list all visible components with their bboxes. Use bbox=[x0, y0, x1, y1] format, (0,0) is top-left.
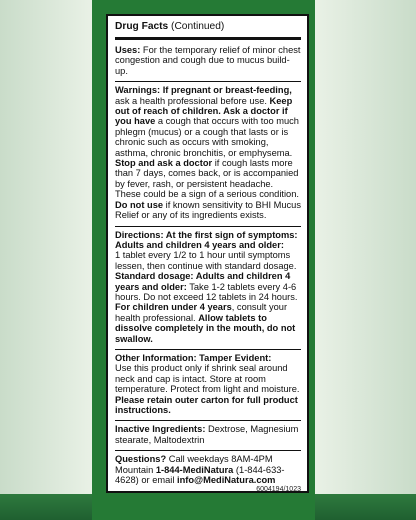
warnings-stop-text: if cough lasts more than 7 days, comes back, or is accompanied by fever, rash, or persistent headache. These could be a sign of a serious condition. bbox=[115, 158, 299, 200]
heading-title: Drug Facts bbox=[115, 21, 169, 32]
directions-standard-text: Take 1-2 tablets every 4-6 hours. Do not exceed 12 tablets in 24 hours. bbox=[115, 281, 298, 302]
directions-children-text: , consult your health professional. bbox=[115, 302, 288, 323]
heading-subtitle: (Continued) bbox=[168, 21, 225, 32]
warnings-cough-text: a cough that occurs with too much phlegm (mucus) or a cough that lasts or is chronic such as occurs with smoking, asthma, chronic bronchitis, or emphysema. bbox=[115, 116, 299, 158]
warnings-label: Warnings: bbox=[115, 85, 161, 96]
right-background bbox=[315, 0, 416, 520]
other-information-section bbox=[115, 350, 301, 421]
inactive-ingredients-section bbox=[115, 421, 301, 451]
directions-section bbox=[115, 227, 301, 350]
uses-text: For the temporary relief of minor chest congestion and cough due to mucus build-up. bbox=[115, 45, 301, 76]
questions-section bbox=[115, 451, 301, 485]
inactive-text: Dextrose, Magnesium stearate, Maltodextrin bbox=[115, 424, 299, 445]
directions-adults-text: 1 tablet every 1/2 to 1 hour until symptoms lessen, then continue with standard dosage. bbox=[115, 250, 297, 271]
inactive-label: Inactive Ingredients: bbox=[115, 424, 206, 435]
drug-facts-heading bbox=[115, 21, 301, 40]
warnings-sensitivity-text: if known sensitivity to BHI Mucus Relief or any of its ingredients exists. bbox=[115, 199, 301, 221]
other-label: Other Information: Tamper Evident: bbox=[115, 352, 272, 363]
other-text: Use this product only if shrink seal around neck and cap is intact. Store at room temperature. Protect from light and moisture. bbox=[115, 363, 300, 395]
uses-section bbox=[115, 42, 301, 82]
questions-text: Call weekdays 8AM-4PM Mountain bbox=[115, 454, 273, 475]
warnings-keep-out: Keep out of reach of children. Ask a doctor if you have bbox=[115, 95, 293, 127]
questions-text-2: (1-844-633-4628) or email bbox=[115, 464, 285, 486]
directions-standard-label: Standard dosage: Adults and children 4 years and older: bbox=[115, 271, 291, 292]
left-background bbox=[0, 0, 92, 520]
directions-label: Directions: At the first sign of symptoms: bbox=[115, 229, 298, 240]
product-code: 6004194/1023 bbox=[256, 486, 301, 494]
directions-adults-label: Adults and children 4 years and older: bbox=[115, 239, 284, 250]
warnings-do-not-use: Do not use bbox=[115, 199, 164, 210]
warnings-ask-professional: ask a health professional before use. bbox=[115, 95, 270, 106]
questions-label: Questions? bbox=[115, 454, 167, 465]
uses-label: Uses: bbox=[115, 45, 141, 55]
warnings-section bbox=[115, 82, 301, 226]
directions-dissolve: Allow tablets to dissolve completely in the mouth, do not swallow. bbox=[115, 312, 296, 344]
warnings-stop: Stop and ask a doctor bbox=[115, 158, 213, 169]
other-retain: Please retain outer carton for full product instructions. bbox=[115, 394, 298, 415]
questions-phone: 1-844-MediNatura bbox=[155, 464, 234, 475]
directions-children-label: For children under 4 years bbox=[115, 302, 232, 313]
questions-email: info@MediNatura.com bbox=[177, 475, 276, 486]
drug-facts-panel bbox=[106, 14, 309, 493]
warnings-pregnant: If pregnant or breast-feeding, bbox=[160, 85, 292, 96]
